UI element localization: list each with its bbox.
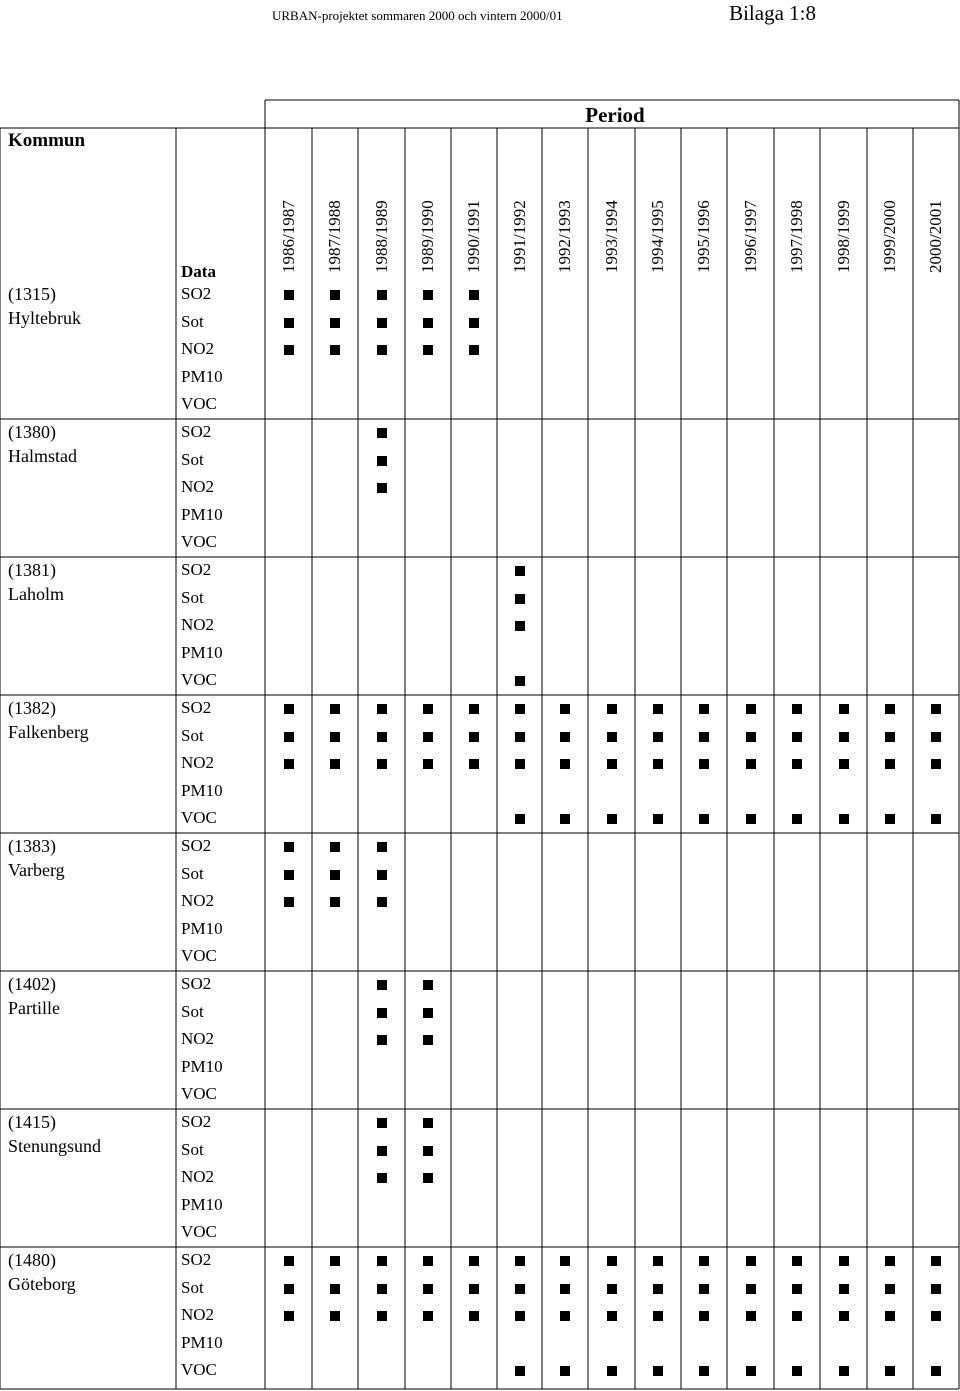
measurement-marker — [284, 1256, 294, 1266]
measurement-marker — [423, 1008, 433, 1018]
year-header: 1987/1988 — [325, 200, 344, 273]
measurement-marker — [653, 1311, 663, 1321]
measurement-marker — [515, 566, 525, 576]
measurement-marker — [377, 732, 387, 742]
measurement-marker — [699, 759, 709, 769]
measurement-marker — [377, 704, 387, 714]
parameter-label: Sot — [181, 725, 204, 745]
parameter-label: NO2 — [181, 753, 215, 773]
year-header: 1996/1997 — [740, 200, 760, 273]
municipality-code: (1383) — [8, 836, 56, 856]
parameter-label: VOC — [181, 1084, 217, 1104]
measurement-marker — [560, 759, 570, 769]
parameter-label: NO2 — [181, 339, 215, 359]
municipality-name: Varberg — [8, 860, 65, 880]
measurement-marker — [607, 814, 617, 824]
measurement-marker — [560, 1284, 570, 1294]
measurement-marker — [746, 704, 756, 714]
measurement-marker — [839, 1284, 849, 1294]
measurement-marker — [469, 732, 479, 742]
year-header: 1988/1989 — [371, 200, 391, 273]
project-header: URBAN-projektet sommaren 2000 och vintern 2000/01 — [272, 8, 563, 23]
measurement-marker — [515, 1366, 525, 1376]
parameter-label: Sot — [181, 1277, 204, 1297]
parameter-label: Sot — [181, 1001, 204, 1021]
measurement-marker — [469, 345, 479, 355]
measurement-marker — [607, 704, 617, 714]
measurement-marker — [377, 483, 387, 493]
measurement-marker — [885, 1311, 895, 1321]
parameter-label: PM10 — [181, 780, 223, 800]
parameter-label: SO2 — [181, 698, 212, 717]
municipality-name: Laholm — [8, 584, 64, 604]
parameter-label: NO2 — [181, 477, 215, 497]
measurement-marker — [469, 290, 479, 300]
parameter-label: SO2 — [181, 974, 212, 993]
measurement-marker — [746, 1311, 756, 1321]
parameter-label: VOC — [181, 946, 217, 966]
measurement-marker — [515, 621, 525, 631]
measurement-marker — [699, 1284, 709, 1294]
parameter-label: SO2 — [181, 836, 212, 855]
measurement-marker — [377, 345, 387, 355]
parameter-label: SO2 — [181, 1112, 212, 1131]
year-header: 1994/1995 — [648, 200, 667, 273]
measurement-marker — [515, 814, 525, 824]
measurement-marker — [469, 1311, 479, 1321]
measurement-marker — [653, 814, 663, 824]
measurement-marker — [560, 704, 570, 714]
measurement-marker — [423, 345, 433, 355]
measurement-marker — [377, 318, 387, 328]
measurement-marker — [423, 759, 433, 769]
measurement-marker — [839, 1366, 849, 1376]
measurement-marker — [330, 1311, 340, 1321]
measurement-marker — [607, 1256, 617, 1266]
measurement-marker — [330, 704, 340, 714]
measurement-marker — [653, 1284, 663, 1294]
measurement-marker — [330, 1256, 340, 1266]
measurement-marker — [607, 1311, 617, 1321]
kommun-header: Kommun — [8, 130, 86, 151]
measurement-marker — [560, 1256, 570, 1266]
measurement-marker — [284, 897, 294, 907]
measurement-marker — [423, 1284, 433, 1294]
measurement-marker — [515, 1284, 525, 1294]
measurement-marker — [377, 1311, 387, 1321]
measurement-marker — [653, 1366, 663, 1376]
measurement-marker — [746, 1366, 756, 1376]
measurement-marker — [746, 1256, 756, 1266]
measurement-marker — [469, 704, 479, 714]
measurement-marker — [560, 1366, 570, 1376]
measurement-marker — [284, 842, 294, 852]
measurement-marker — [699, 704, 709, 714]
measurement-marker — [377, 456, 387, 466]
measurement-marker — [330, 897, 340, 907]
measurement-marker — [839, 704, 849, 714]
year-header: 2000/2001 — [926, 200, 945, 273]
measurement-marker — [653, 1256, 663, 1266]
measurement-marker — [931, 732, 941, 742]
measurement-marker — [792, 1256, 802, 1266]
municipality-code: (1402) — [8, 974, 56, 994]
data-header: Data — [181, 262, 216, 281]
measurement-marker — [377, 980, 387, 990]
municipality-name: Göteborg — [8, 1274, 76, 1294]
year-header: 1986/1987 — [278, 200, 298, 273]
measurement-marker — [746, 1284, 756, 1294]
parameter-label: Sot — [181, 863, 204, 883]
parameter-label: VOC — [181, 1222, 217, 1242]
measurement-marker — [931, 814, 941, 824]
measurement-marker — [284, 318, 294, 328]
measurement-marker — [377, 842, 387, 852]
parameter-label: Sot — [181, 587, 204, 607]
measurement-marker — [607, 732, 617, 742]
measurement-marker — [885, 759, 895, 769]
measurement-marker — [423, 980, 433, 990]
measurement-marker — [423, 1118, 433, 1128]
measurement-marker — [699, 1256, 709, 1266]
measurement-marker — [792, 732, 802, 742]
parameter-label: NO2 — [181, 1029, 215, 1049]
measurement-marker — [931, 1284, 941, 1294]
measurement-marker — [469, 318, 479, 328]
measurement-marker — [284, 290, 294, 300]
measurement-marker — [330, 318, 340, 328]
measurement-marker — [699, 1366, 709, 1376]
measurement-marker — [330, 345, 340, 355]
parameter-label: PM10 — [181, 504, 223, 524]
measurement-marker — [839, 1256, 849, 1266]
municipality-code: (1315) — [8, 284, 56, 304]
parameter-label: VOC — [181, 394, 217, 414]
municipality-cell — [8, 1248, 76, 1296]
parameter-label: PM10 — [181, 1194, 223, 1214]
measurement-marker — [515, 759, 525, 769]
measurement-marker — [699, 814, 709, 824]
year-header: 1999/2000 — [880, 200, 899, 273]
measurement-marker — [284, 870, 294, 880]
measurement-marker — [423, 1173, 433, 1183]
municipality-name: Falkenberg — [8, 722, 89, 742]
year-header: 1989/1990 — [418, 200, 437, 273]
measurement-marker — [515, 676, 525, 686]
measurement-marker — [377, 1008, 387, 1018]
measurement-marker — [284, 704, 294, 714]
parameter-label: Sot — [181, 449, 204, 469]
measurement-marker — [423, 1035, 433, 1045]
year-header: 1992/1993 — [555, 200, 574, 273]
measurement-marker — [377, 1146, 387, 1156]
measurement-marker — [515, 594, 525, 604]
measurement-marker — [284, 1284, 294, 1294]
municipality-code: (1480) — [8, 1250, 56, 1270]
measurement-marker — [284, 1311, 294, 1321]
measurement-marker — [469, 1256, 479, 1266]
measurement-marker — [377, 1035, 387, 1045]
measurement-marker — [377, 1118, 387, 1128]
measurement-marker — [931, 1311, 941, 1321]
measurement-marker — [423, 1256, 433, 1266]
measurement-marker — [653, 732, 663, 742]
measurement-marker — [885, 704, 895, 714]
parameter-label: NO2 — [181, 615, 215, 635]
period-header: Period — [585, 103, 645, 127]
parameter-label: PM10 — [181, 642, 223, 662]
measurement-marker — [792, 1311, 802, 1321]
municipality-name: Stenungsund — [8, 1136, 102, 1156]
measurement-marker — [885, 732, 895, 742]
municipality-cell — [8, 972, 60, 1020]
municipality-name: Hyltebruk — [8, 308, 81, 328]
measurement-marker — [560, 732, 570, 742]
parameter-label: NO2 — [181, 1305, 215, 1325]
measurement-marker — [746, 732, 756, 742]
measurement-marker — [792, 1284, 802, 1294]
municipality-code: (1415) — [8, 1112, 56, 1132]
parameter-label: PM10 — [181, 1332, 223, 1352]
measurement-marker — [792, 759, 802, 769]
measurement-marker — [607, 759, 617, 769]
measurement-marker — [931, 1256, 941, 1266]
measurement-marker — [423, 318, 433, 328]
municipality-code: (1380) — [8, 422, 56, 442]
measurement-marker — [515, 1256, 525, 1266]
measurement-marker — [377, 428, 387, 438]
measurement-marker — [330, 870, 340, 880]
measurement-marker — [377, 759, 387, 769]
parameter-label: SO2 — [181, 422, 212, 441]
measurement-marker — [839, 759, 849, 769]
measurement-marker — [885, 1366, 895, 1376]
parameter-label: PM10 — [181, 1056, 223, 1076]
parameter-label: VOC — [181, 808, 217, 828]
year-header: 1993/1994 — [601, 200, 621, 273]
municipality-cell — [8, 696, 89, 744]
measurement-marker — [839, 732, 849, 742]
measurement-marker — [607, 1366, 617, 1376]
measurement-marker — [330, 290, 340, 300]
measurement-marker — [284, 345, 294, 355]
municipality-cell — [8, 282, 81, 330]
municipality-code: (1382) — [8, 698, 56, 718]
measurement-marker — [839, 814, 849, 824]
year-header: 1990/1991 — [464, 200, 483, 273]
parameter-label: NO2 — [181, 891, 215, 911]
measurement-marker — [560, 814, 570, 824]
municipality-cell — [8, 558, 64, 606]
year-header: 1995/1996 — [694, 200, 713, 273]
municipality-cell — [8, 420, 77, 468]
measurement-marker — [746, 814, 756, 824]
parameter-label: PM10 — [181, 918, 223, 938]
measurement-marker — [423, 704, 433, 714]
year-header: 1991/1992 — [509, 200, 529, 273]
measurement-marker — [330, 732, 340, 742]
measurement-marker — [423, 1146, 433, 1156]
measurement-marker — [377, 897, 387, 907]
measurement-marker — [284, 759, 294, 769]
measurement-marker — [284, 732, 294, 742]
measurement-marker — [653, 759, 663, 769]
measurement-marker — [699, 732, 709, 742]
municipality-code: (1381) — [8, 560, 56, 580]
municipality-cell — [8, 1110, 101, 1158]
municipality-name: Partille — [8, 998, 60, 1018]
municipality-name: Halmstad — [8, 446, 77, 466]
measurement-marker — [515, 704, 525, 714]
measurement-marker — [607, 1284, 617, 1294]
parameter-label: PM10 — [181, 366, 223, 386]
municipality-cell — [8, 834, 65, 882]
measurement-marker — [515, 732, 525, 742]
parameter-label: Sot — [181, 311, 204, 331]
measurement-marker — [792, 704, 802, 714]
measurement-marker — [330, 842, 340, 852]
measurement-marker — [653, 704, 663, 714]
appendix-label: Bilaga 1:8 — [729, 1, 816, 25]
measurement-marker — [699, 1311, 709, 1321]
measurement-marker — [469, 759, 479, 769]
parameter-label: NO2 — [181, 1167, 215, 1187]
measurement-marker — [330, 1284, 340, 1294]
measurement-marker — [839, 1311, 849, 1321]
measurement-marker — [377, 1256, 387, 1266]
measurement-marker — [885, 814, 895, 824]
measurement-marker — [377, 290, 387, 300]
parameter-label: SO2 — [181, 560, 212, 579]
measurement-marker — [377, 1284, 387, 1294]
measurement-marker — [792, 814, 802, 824]
measurement-marker — [515, 1311, 525, 1321]
measurement-marker — [423, 1311, 433, 1321]
measurement-marker — [469, 1284, 479, 1294]
parameter-label: VOC — [181, 1360, 217, 1380]
measurement-marker — [423, 290, 433, 300]
measurement-marker — [560, 1311, 570, 1321]
measurement-marker — [423, 732, 433, 742]
year-header: 1998/1999 — [833, 200, 853, 273]
measurement-marker — [931, 1366, 941, 1376]
measurement-marker — [746, 759, 756, 769]
measurement-marker — [931, 704, 941, 714]
parameter-label: SO2 — [181, 284, 212, 303]
measurement-marker — [885, 1256, 895, 1266]
measurement-marker — [931, 759, 941, 769]
measurement-marker — [792, 1366, 802, 1376]
parameter-label: SO2 — [181, 1250, 212, 1269]
measurement-marker — [377, 870, 387, 880]
measurement-marker — [885, 1284, 895, 1294]
parameter-label: Sot — [181, 1139, 204, 1159]
measurement-marker — [330, 759, 340, 769]
parameter-label: VOC — [181, 532, 217, 552]
measurement-marker — [377, 1173, 387, 1183]
parameter-label: VOC — [181, 670, 217, 690]
year-header: 1997/1998 — [787, 200, 806, 273]
